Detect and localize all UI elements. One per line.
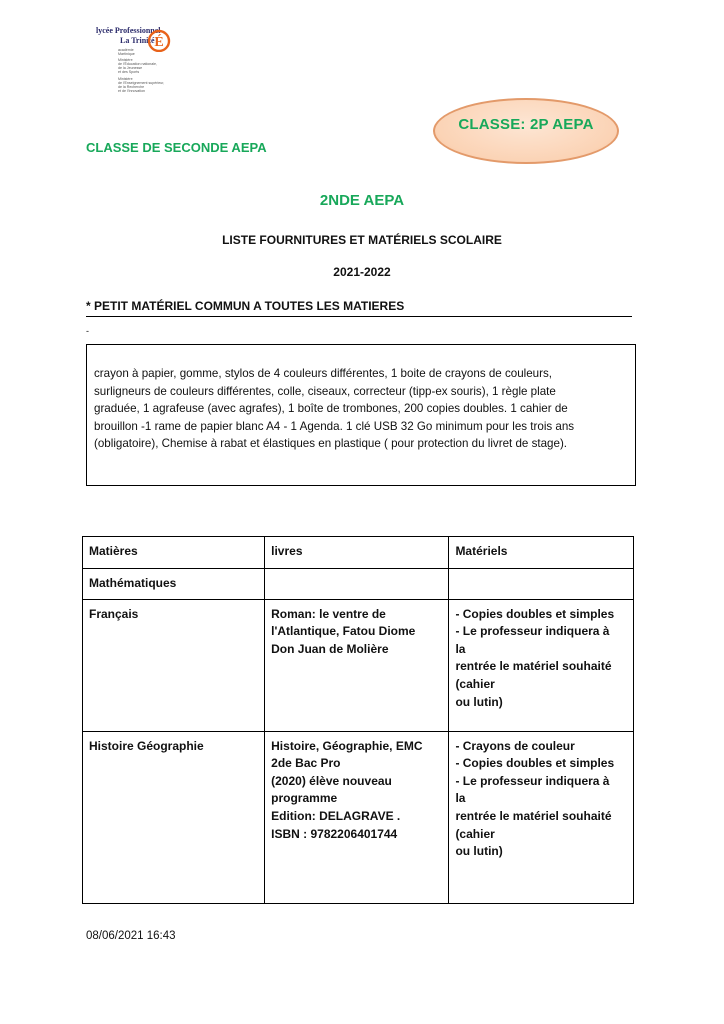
row-books [265,731,449,903]
material-line: rentrée le matériel souhaité [455,808,612,823]
book-line: Don Juan de Molière [271,641,389,656]
row-books [265,599,449,731]
book-line: programme [271,791,338,806]
common-supplies-line: (obligatoire), Chemise à rabat et élastiques en plastique ( pour protection du livret de stage). [94,437,568,451]
section-dash: - [86,326,89,336]
logo-tiny-9: de la Recherche [118,85,145,89]
book-line: Histoire, Géographie, EMC [271,738,423,753]
school-year: 2021-2022 [333,265,391,279]
book-line: Edition: DELAGRAVE . [271,808,401,823]
table-row [83,731,634,903]
row-materials [449,731,634,903]
material-line: - Crayons de couleur [455,738,575,753]
row-books [265,569,449,600]
logo-tiny-3: Ministère [118,58,133,62]
header-books: livres [265,537,449,569]
book-line: 2de Bac Pro [271,756,341,771]
material-line: - Copies doubles et simples [455,606,615,621]
material-line: (cahier [455,676,495,691]
material-line: (cahier [455,826,495,841]
book-line: Roman: le ventre de [271,606,386,621]
logo-name-line2: La Trinité [120,36,155,45]
row-materials [449,599,634,731]
table-row [83,599,634,731]
common-supplies-line: surligneurs de couleurs différentes, colle, ciseaux, correcteur (tipp-ex souris), 1 règle plate [94,384,556,398]
material-line: - Copies doubles et simples [455,756,615,771]
class-heading: CLASSE DE SECONDE AEPA [86,140,267,155]
row-subject: Français [83,599,265,731]
logo-tiny-10: et de l'Innovation [118,89,146,93]
school-logo [92,22,182,104]
row-subject: Histoire Géographie [83,731,265,903]
material-line: - Le professeur indiquera à [455,624,610,639]
material-line: - Le professeur indiquera à [455,773,610,788]
footer-timestamp: 08/06/2021 16:43 [86,930,176,942]
page-title: 2NDE AEPA [319,192,405,209]
logo-tiny-2: Martinique [118,52,135,56]
common-supplies-box [86,344,636,486]
material-line: la [455,641,466,656]
row-subject: Mathématiques [83,569,265,600]
book-line: ISBN : 9782206401744 [271,826,398,841]
logo-tiny-6: et des Sports [118,70,140,74]
logo-tiny-8: de l'Enseignement supérieur, [118,81,165,85]
material-line: rentrée le matériel souhaité [455,659,612,674]
material-line: ou lutin) [455,844,503,859]
logo-name-line1: lycée Professionnel [96,26,161,35]
header-materials: Matériels [449,537,634,569]
supplies-table [82,536,634,904]
logo-e-icon [147,28,171,52]
table-header-row [83,537,634,569]
section-heading: * PETIT MATÉRIEL COMMUN A TOUTES LES MATIERES [86,299,632,317]
logo-tiny-7: Ministère [118,77,133,81]
logo-tiny-4: de l'Éducation nationale, [118,62,158,66]
header-subject: Matières [83,537,265,569]
svg-text:É: É [154,35,164,50]
material-line: la [455,791,466,806]
table-row [83,569,634,600]
material-line: ou lutin) [455,694,503,709]
common-supplies-line: graduée, 1 agrafeuse (avec agrafes), 1 boîte de trombones, 200 copies doubles. 1 cahier de [94,402,568,416]
page-subtitle: LISTE FOURNITURES ET MATÉRIELS SCOLAIRE [222,233,502,247]
logo-tiny-1: académie [118,48,134,52]
book-line: l'Atlantique, Fatou Diome [271,624,416,639]
class-badge-text: CLASSE: 2P AEPA [458,116,594,133]
book-line: (2020) élève nouveau [271,773,392,788]
common-supplies-line: brouillon -1 rame de papier blanc A4 - 1 Agenda. 1 clé USB 32 Go minimum pour les trois ans [94,419,575,433]
row-materials [449,569,634,600]
common-supplies-line: crayon à papier, gomme, stylos de 4 couleurs différentes, 1 boite de crayons de couleurs, [94,367,552,380]
logo-tiny-5: de la Jeunesse [118,66,143,70]
class-badge [433,98,619,164]
